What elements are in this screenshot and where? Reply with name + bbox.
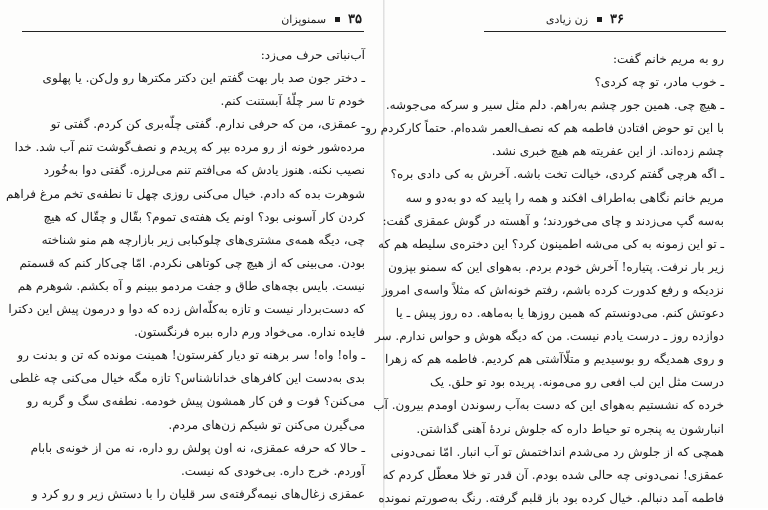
- left-page-number: ۳۵: [348, 12, 362, 27]
- text-line: دعوتش کنم. می‌دونستم که همین روزها یا به‌ماهه. ده روز پیش ـ یا: [395, 306, 724, 321]
- text-line: بودن. می‌بینی که از هیچ چی کوتاهی نکردم. امّا چی‌کار کنم که قسمتم: [19, 255, 365, 270]
- text-line: چی، دیگه همه‌ی مشتری‌های چلوکبابی زیر بازارچه هم منو شناخته: [41, 232, 365, 247]
- text-line: چشم زده‌اند. از این عفریته هم هیچ خبری نشد.: [491, 144, 724, 159]
- text-line: کردن کار آسونی بود؟ اونم یک هفته‌ی تموم؟ بقّال و چقّال که هیچ: [43, 209, 365, 224]
- left-page-body: [6, 44, 365, 506]
- text-line: ـ واه! واه! سر برهنه تو دیار کفرستون! همینت مونده که تن و بدنت رو: [17, 348, 365, 363]
- text-line: همچی که از جلوش رد می‌شدم انداختمش تو آب انبار. امّا نمی‌دونی: [390, 444, 724, 459]
- text-line: به‌سه گپ می‌زدند و چای می‌خوردند؛ و آهسته در گوش عمقزی گفت:: [382, 213, 724, 228]
- text-line: فایده نداره. می‌خواد ورم داره ببره فرنگستون.: [134, 325, 365, 340]
- text-line: خرده که نشستیم به‌هوای این که دست به‌آب رسوندن اومدم بیرون. آب: [373, 398, 724, 413]
- header-separator-square: [335, 17, 340, 22]
- text-line: شوهرت بده که دادم. خیال می‌کنی روزی چهل تا نطفه‌ی تخم مرغ فراهم: [6, 186, 365, 201]
- left-page: [0, 0, 384, 508]
- text-line: رو به مریم خانم گفت:: [612, 52, 724, 66]
- text-line: ـ حالا که حرفه عمقزی، نه اون پولش رو داره، نه من از خونه‌ی بابام: [30, 440, 365, 455]
- text-line: مریم خانم نگاهی به‌اطراف افکند و همه را پایید که دو به‌دو و سه: [405, 190, 724, 205]
- left-page-header: [222, 12, 362, 30]
- text-line: دوازده روز ـ درست یادم نیست. من که دیگه هوش و حواس ندارم. سر: [374, 329, 724, 344]
- text-line: ـ خوب مادر، تو چه کردی؟: [594, 75, 724, 90]
- text-line: مرده‌شور خونه از رو مرده بپر که پریدم و نصف‌گوشت تنم آب شد. خدا: [14, 140, 365, 155]
- text-line: زیر بار نرفت. پتیاره! آخرش خودم بردم. به‌هوای این که سمنو بپزون: [388, 259, 724, 274]
- text-line: آب‌نباتی حرف می‌زد:: [260, 48, 365, 62]
- text-line: می‌کنن؟ فوت و فن کار همشون پیش خودمه. نطفه‌ی سگ و گربه رو: [26, 394, 365, 409]
- left-running-title: سمنوپزان: [281, 13, 327, 26]
- text-line: ـ عمقزی، من که حرفی ندارم. گفتی چلّه‌بری کن کردم. گفتی تو: [50, 117, 365, 132]
- text-line: نیست. بایس بچه‌های طاق و جفت مردمو ببینم و آه بکشم. شوهرم هم: [17, 278, 365, 293]
- right-running-title: زن زیادی: [545, 13, 589, 26]
- text-line: ـ هیچ چی. همین جور چشم به‌راهم. دلم مثل سیر و سرکه می‌جوشه.: [385, 98, 724, 113]
- text-line: عمقزی! نمی‌دونی چه حالی شده بودم. آن قدر تو خلا معطّل کردم که: [382, 467, 724, 482]
- text-line: درست مثل این لب افعی رو می‌مونه. پریده بود تو حلق. یک: [429, 375, 724, 390]
- text-line: فاطمه آمد دنبالم. خیال کرده بود باز قلبم گرفته. رنگ به‌صورتم نمونده: [378, 490, 724, 505]
- header-separator-square: [597, 17, 602, 22]
- right-page-number: ۳۶: [610, 12, 624, 27]
- text-line: با این تو حوض افتادن فاطمه هم که نصف‌العمر شده‌ام. حتماً کارکردم رو: [365, 121, 724, 136]
- text-line: ـ تو این زمونه به کی می‌شه اطمینون کرد؟ این دختره‌ی سلیطه هم که: [377, 236, 724, 251]
- text-line: نصیب نکنه. هنوز یادش که می‌افتم تنم می‌لرزه. گفتی دوا به‌خُورد: [43, 163, 365, 178]
- left-header-rule: [22, 31, 364, 32]
- text-line: عمقزی زغال‌های نیمه‌گرفته‌ی سر قلیان را با دستش زیر و رو کرد و: [31, 486, 365, 501]
- right-page-body: [365, 48, 724, 510]
- text-line: و روی همدیگه رو بوسیدیم و متلّاآشتی هم کردیم. فاطمه هم که زهرا: [385, 352, 724, 367]
- text-line: نزدیکه و رفع کدورت کرده باشم، رفتم خونه‌اش که مثلاً واسه‌ی امروز: [382, 282, 724, 297]
- text-line: انبارشون یه پنجره تو حیاط داره که جلوش نردهٔ آهنی گذاشتن.: [416, 421, 724, 436]
- text-line: ـ اگه هرچی گفتم کردی، خیالت تخت باشه. آخرش به کی دادی بره؟: [390, 167, 724, 182]
- text-line: می‌گیرن می‌کنن تو شیکم زن‌های مردم.: [168, 417, 365, 432]
- right-page-header: [484, 12, 624, 30]
- right-page: [365, 0, 768, 508]
- text-line: که دست‌بردار نیست و تازه به‌کلّه‌اش زده که دوا و درمون پیش این دکترا: [8, 302, 365, 317]
- text-line: خودم تا سر چلّهٔ آبستنت کنم.: [220, 94, 365, 109]
- right-header-rule: [484, 31, 726, 32]
- text-line: بدی به‌دست این کافرهای خداناشناس؟ تازه مگه خیال می‌کنی چه غلطی: [9, 371, 365, 386]
- text-line: آوردم. خرج داره. بی‌خودی که نیست.: [180, 463, 365, 478]
- text-line: ـ دختر جون صد بار بهت گفتم این دکتر مکترها رو ول‌کن. یا پهلوی: [42, 71, 365, 86]
